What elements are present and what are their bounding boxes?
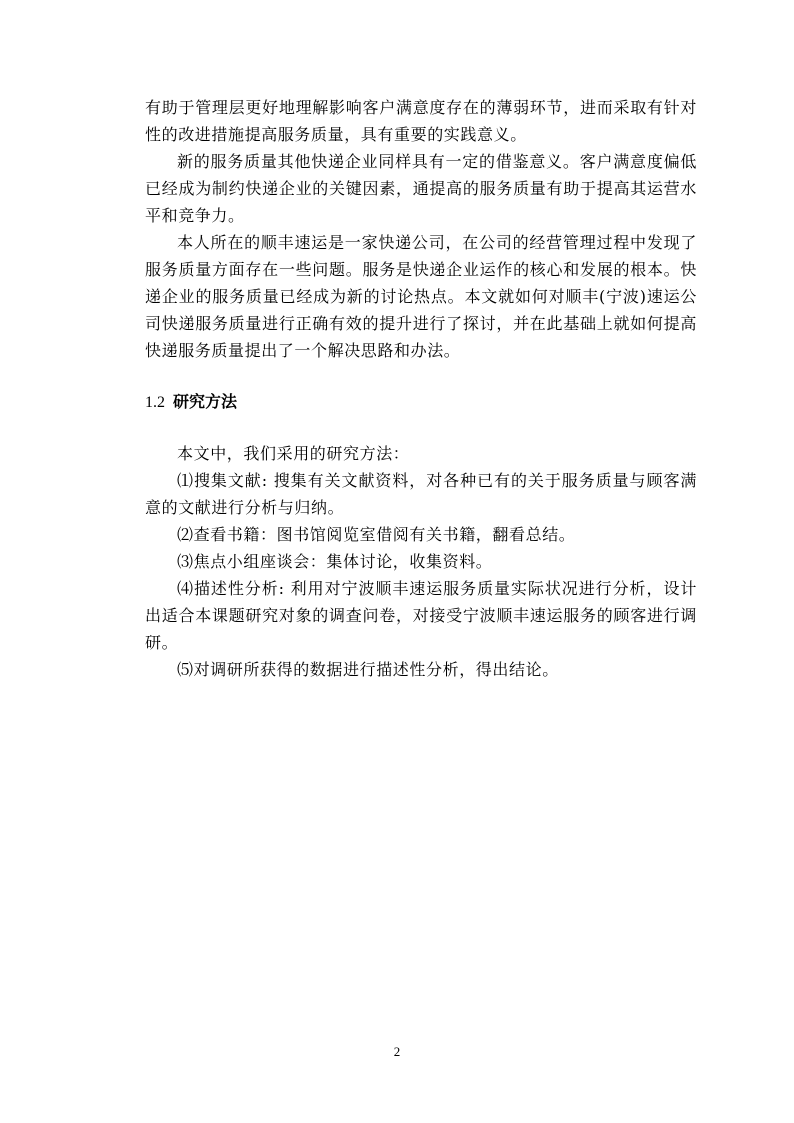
body-paragraph-1: 有助于管理层更好地理解影响客户满意度存在的薄弱环节，进而采取有针对性的改进措施提高服务质量，具有重要的实践意义。 [145,98,697,144]
page-content [145,94,697,683]
method-item-1: ⑴搜集文献: 搜集有关文献资料，对各种已有的关于服务质量与顾客满意的文献进行分析与归纳。 [145,471,697,517]
section-heading [145,388,697,416]
methods-intro: 本文中，我们采用的研究方法： [177,444,410,463]
method-item-3: ⑶焦点小组座谈会：集体讨论，收集资料。 [177,552,493,571]
page-number: 2 [393,1044,401,1059]
body-paragraph-3: 本人所在的顺丰速运是一家快递公司，在公司的经营管理过程中发现了服务质量方面存在一些问题。服务是快递企业运作的核心和发展的根本。快递企业的服务质量已经成为新的讨论热点。本文就如何对顺丰(宁波)速运公司快递服务质量进行正确有效的提升进行了探讨，并在此基础上就如何提高快递服务质量提出了一个解决思路和办法。 [145,233,697,360]
method-item-5: ⑸对调研所获得的数据进行描述性分析，得出结论。 [177,660,559,679]
body-paragraph-2: 新的服务质量其他快递企业同样具有一定的借鉴意义。客户满意度偏低已经成为制约快递企业的关键因素，通提高的服务质量有助于提高其运营水平和竞争力。 [145,152,697,225]
method-item-4: ⑷描述性分析: 利用对宁波顺丰速运服务质量实际状况进行分析，设计出适合本课题研究对象的调查问卷，对接受宁波顺丰速运服务的顾客进行调研。 [145,579,697,652]
section-title: 研究方法 [173,392,238,411]
method-item-2: ⑵查看书籍：图书馆阅览室借阅有关书籍，翻看总结。 [177,525,576,544]
section-number: 1.2 [145,394,165,411]
methods-list [145,440,697,683]
